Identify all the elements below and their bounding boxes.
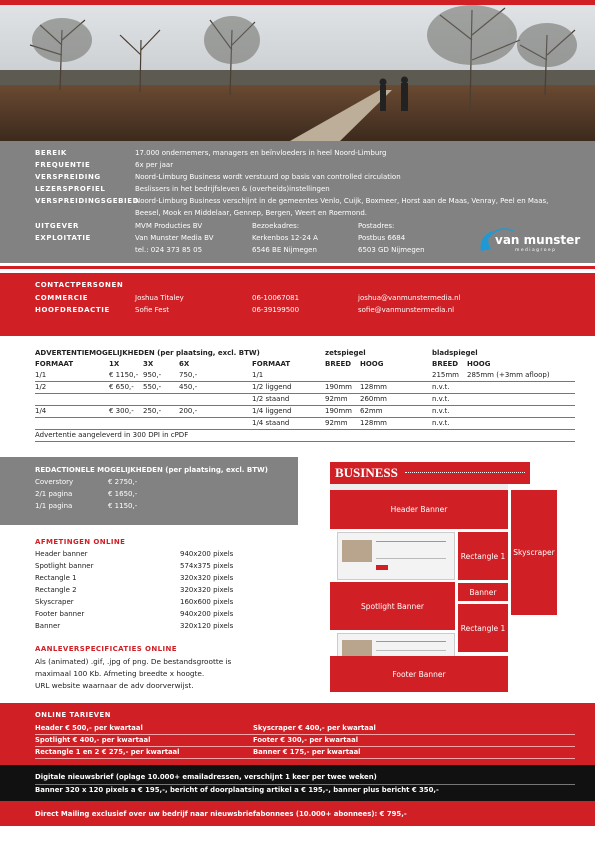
- redac-title: REDACTIONELE MOGELIJKHEDEN (per plaatsing, excl. BTW): [35, 466, 268, 474]
- adv-header: BREED: [432, 360, 459, 368]
- afm-label: Spotlight banner: [35, 562, 94, 570]
- info-exploitatie: Van Munster Media BV: [135, 234, 214, 242]
- online-left: Header € 500,- per kwartaal: [35, 724, 143, 732]
- adv-header: BREED: [325, 360, 352, 368]
- logo-sub: m e d i a g r o e p: [515, 248, 555, 253]
- afmetingen-section: [35, 538, 265, 638]
- adv-header: FORMAAT: [35, 360, 74, 368]
- mock-footer-banner: Footer Banner: [330, 656, 508, 692]
- direct-mailing-section: [0, 801, 595, 826]
- van-munster-logo: [475, 223, 580, 255]
- adv-cell: n.v.t.: [432, 419, 450, 427]
- adv-row-divider: [35, 393, 575, 394]
- afm-label: Header banner: [35, 550, 88, 558]
- info-post-label: Postadres:: [358, 222, 395, 230]
- info-post-1: Postbus 6684: [358, 234, 406, 242]
- adv-row-divider: [35, 381, 575, 382]
- adv-row-divider: [35, 441, 575, 442]
- afm-size: 320x320 pixels: [180, 586, 234, 594]
- adv-cell: € 650,-: [109, 383, 134, 391]
- info-label-frequentie: FREQUENTIE: [35, 161, 91, 169]
- adv-cell: € 1150,-: [109, 371, 139, 379]
- adv-cell: 1/2 staand: [252, 395, 290, 403]
- adv-cell: 1/2: [35, 383, 47, 391]
- contact-name-commercie: Joshua Titaley: [135, 294, 184, 302]
- mail-line: Direct Mailing exclusief over uw bedrijf naar nieuwsbriefabonnees (10.000+ abonnees): € 795,-: [35, 810, 407, 818]
- afm-label: Rectangle 2: [35, 586, 77, 594]
- afm-size: 320x320 pixels: [180, 574, 234, 582]
- online-right: Footer € 300,- per kwartaal: [253, 736, 359, 744]
- online-right: Skyscraper € 400,- per kwartaal: [253, 724, 376, 732]
- contact-role-hoofdredactie: HOOFDREDACTIE: [35, 306, 110, 314]
- info-label-verspreiding: VERSPREIDING: [35, 173, 101, 181]
- adv-cell: 215mm: [432, 371, 459, 379]
- afm-label: Banner: [35, 622, 61, 630]
- adv-header: 1X: [109, 360, 120, 368]
- afm-size: 940x200 pixels: [180, 610, 234, 618]
- adv-row-divider: [35, 429, 575, 430]
- adv-cell: 1/4: [35, 407, 47, 415]
- mock-spotlight-banner: Spotlight Banner: [330, 582, 455, 630]
- adv-cell: 1/1: [252, 371, 264, 379]
- mock-rectangle-1: Rectangle 1: [458, 532, 508, 580]
- adv-cell: 550,-: [143, 383, 162, 391]
- adv-cell: n.v.t.: [432, 407, 450, 415]
- afm-size: 160x600 pixels: [180, 598, 234, 606]
- spec-section: [35, 645, 295, 693]
- contact-email-hoofdredactie[interactable]: sofie@vanmunstermedia.nl: [358, 306, 455, 314]
- info-label-bereik: BEREIK: [35, 149, 67, 157]
- info-label-verspreidingsgebied: VERSPREIDINGSGEBIED: [35, 197, 140, 205]
- afm-label: Rectangle 1: [35, 574, 77, 582]
- digi-divider: [35, 784, 575, 785]
- spec-line: Als (animated) .gif, .jpg of png. De bestandsgrootte is: [35, 657, 232, 666]
- digi-line-1: Digitale nieuwsbrief (oplage 10.000+ emailadressen, verschijnt 1 keer per twee weken): [35, 773, 377, 781]
- online-tarieven-section: [0, 703, 595, 765]
- adv-row-divider: [35, 417, 575, 418]
- adv-header: HOOG: [467, 360, 491, 368]
- website-mockup: [330, 460, 560, 695]
- info-value-verspreidingsgebied: Noord-Limburg Business verschijnt in de gemeentes Venlo, Cuijk, Boxmeer, Horst aan de Maas, Venray, Peel en Maas,: [135, 197, 549, 205]
- adv-cell: 1/2 liggend: [252, 383, 292, 391]
- mock-rectangle-2: Rectangle 1: [458, 604, 508, 652]
- adv-cell: n.v.t.: [432, 383, 450, 391]
- adv-cell: 750,-: [179, 371, 198, 379]
- info-uitgever: MVM Producties BV: [135, 222, 203, 230]
- online-title: ONLINE TARIEVEN: [35, 711, 111, 719]
- mock-article-text: [376, 541, 446, 559]
- info-value-lezersprofiel: Beslissers in het bedrijfsleven & (overheids)instellingen: [135, 185, 330, 193]
- adv-title: ADVERTENTIEMOGELIJKHEDEN (per plaatsing, excl. BTW): [35, 349, 260, 357]
- contact-phone-hoofdredactie: 06-39199500: [252, 306, 300, 314]
- mock-read-more: [376, 565, 388, 570]
- info-value-verspreidingsgebied-2: Beesel, Mook en Middelaar, Gennep, Bergen, Weert en Roermond.: [135, 209, 367, 217]
- info-section: [0, 141, 595, 263]
- adv-header: FORMAAT: [252, 360, 291, 368]
- adv-cell: 285mm (+3mm afloop): [467, 371, 550, 379]
- mock-article-image: [342, 640, 372, 656]
- info-value-frequentie: 6x per jaar: [135, 161, 174, 169]
- adv-cell: 1/4 liggend: [252, 407, 292, 415]
- info-post-2: 6503 GD Nijmegen: [358, 246, 425, 254]
- newsletter-section: [0, 765, 595, 801]
- info-value-verspreiding: Noord-Limburg Business wordt verstuurd op basis van controlled circulation: [135, 173, 401, 181]
- info-label-exploitatie: EXPLOITATIE: [35, 234, 91, 242]
- adv-cell: 1/4 staand: [252, 419, 290, 427]
- adv-cell: 250,-: [143, 407, 162, 415]
- adv-row-divider: [35, 405, 575, 406]
- mock-article-image: [342, 540, 372, 562]
- info-label-lezersprofiel: LEZERSPROFIEL: [35, 185, 106, 193]
- adv-bladspiegel: bladspiegel: [432, 349, 478, 357]
- online-divider: [35, 746, 575, 747]
- info-bezoek-label: Bezoekadres:: [252, 222, 300, 230]
- hero-photo: [0, 0, 595, 141]
- contact-title: CONTACTPERSONEN: [35, 281, 124, 289]
- adv-header: HOOG: [360, 360, 384, 368]
- online-divider: [35, 758, 575, 759]
- adv-cell: n.v.t.: [432, 395, 450, 403]
- adv-cell: 1/1: [35, 371, 47, 379]
- redac-label: Coverstory: [35, 478, 74, 486]
- contact-email-commercie[interactable]: joshua@vanmunstermedia.nl: [358, 294, 461, 302]
- contact-name-hoofdredactie: Sofie Fest: [135, 306, 170, 314]
- contact-phone-commercie: 06-10067081: [252, 294, 300, 302]
- online-right: Banner € 175,- per kwartaal: [253, 748, 361, 756]
- info-bezoek-1: Kerkenbos 12-24 A: [252, 234, 318, 242]
- mock-article-text: [376, 641, 446, 651]
- afm-size: 940x200 pixels: [180, 550, 234, 558]
- adv-header: 6X: [179, 360, 190, 368]
- afm-size: 320x120 pixels: [180, 622, 234, 630]
- adv-cell: 950,-: [143, 371, 162, 379]
- spec-line: maximaal 100 Kb. Afmeting breedte x hoogte.: [35, 669, 205, 678]
- adv-cell: 128mm: [360, 419, 387, 427]
- adv-cell: 190mm: [325, 407, 352, 415]
- adv-cell: 62mm: [360, 407, 383, 415]
- adv-note: Advertentie aangeleverd in 300 DPI in cPDF: [35, 431, 189, 439]
- info-value-bereik: 17.000 ondernemers, managers en beïnvloeders in heel Noord-Limburg: [135, 149, 387, 157]
- mock-logo: BUSINESS: [335, 465, 398, 480]
- adv-zetspiegel: zetspiegel: [325, 349, 366, 357]
- redac-price: € 1650,-: [108, 490, 138, 498]
- spec-title: AANLEVERSPECIFICATIES ONLINE: [35, 645, 177, 653]
- adv-cell: 190mm: [325, 383, 352, 391]
- info-bezoek-2: 6546 BE Nijmegen: [252, 246, 317, 254]
- info-label-uitgever: UITGEVER: [35, 222, 79, 230]
- redac-price: € 2750,-: [108, 478, 138, 486]
- info-tel: tel.: 024 373 85 05: [135, 246, 203, 254]
- afm-label: Footer banner: [35, 610, 85, 618]
- mock-article-1: [337, 532, 455, 580]
- adv-cell: 200,-: [179, 407, 198, 415]
- adv-cell: 92mm: [325, 395, 348, 403]
- adv-cell: 92mm: [325, 419, 348, 427]
- mock-nav-links: [405, 472, 525, 475]
- online-left: Rectangle 1 en 2 € 275,- per kwartaal: [35, 748, 180, 756]
- adv-cell: 450,-: [179, 383, 198, 391]
- adv-cell: 128mm: [360, 383, 387, 391]
- adv-cell: 260mm: [360, 395, 387, 403]
- redactional-section: [0, 457, 298, 525]
- adv-header: 3X: [143, 360, 154, 368]
- mock-nav: [330, 462, 530, 484]
- online-divider: [35, 734, 575, 735]
- redac-label: 1/1 pagina: [35, 502, 73, 510]
- online-left: Spotlight € 400,- per kwartaal: [35, 736, 151, 744]
- contact-role-commercie: COMMERCIE: [35, 294, 89, 302]
- logo-text: van munster: [495, 233, 581, 247]
- afm-size: 574x375 pixels: [180, 562, 234, 570]
- spec-line: URL website waarnaar de adv doorverwijst.: [35, 681, 194, 690]
- mock-header-banner: Header Banner: [330, 490, 508, 529]
- afm-label: Skyscraper: [35, 598, 74, 606]
- redac-label: 2/1 pagina: [35, 490, 73, 498]
- contact-section: [0, 273, 595, 336]
- separator-red: [0, 266, 595, 269]
- afm-title: AFMETINGEN ONLINE: [35, 538, 126, 546]
- mock-banner: Banner: [458, 583, 508, 601]
- mock-skyscraper: Skyscraper: [511, 490, 557, 615]
- adv-cell: € 300,-: [109, 407, 134, 415]
- digi-line-2: Banner 320 x 120 pixels a € 195,-, bericht of doorplaatsing artikel a € 195,-, banner plus bericht € 350,-: [35, 786, 439, 794]
- redac-price: € 1150,-: [108, 502, 138, 510]
